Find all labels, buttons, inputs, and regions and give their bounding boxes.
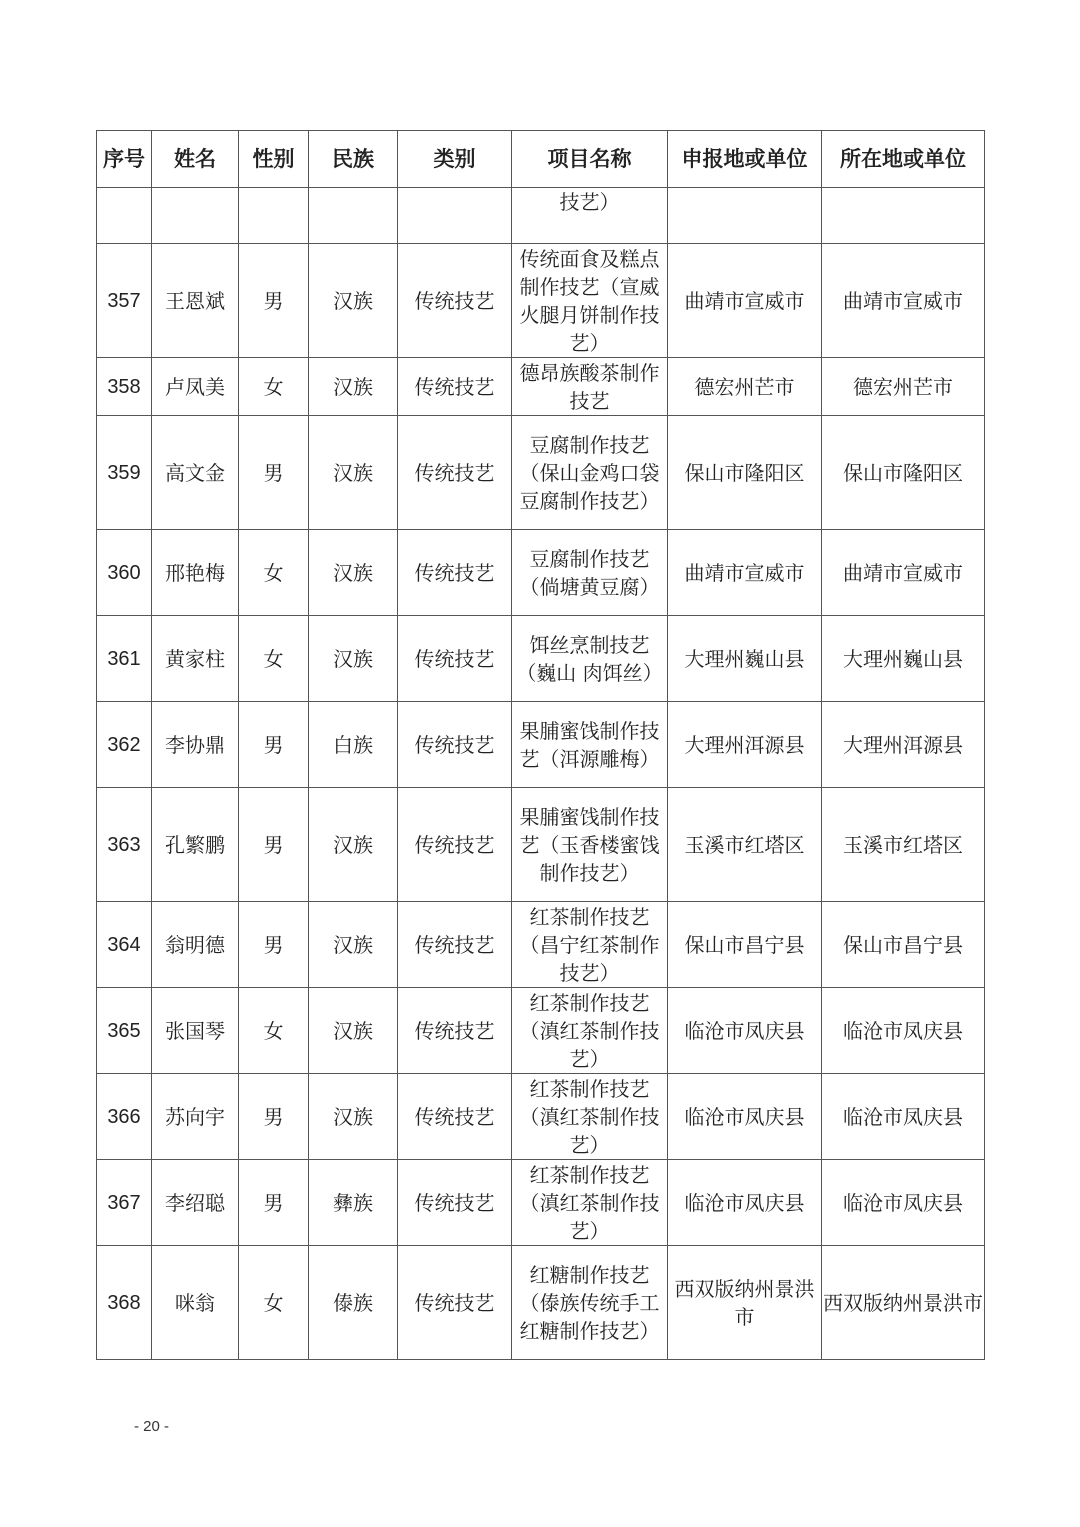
cell-seq: 364: [97, 902, 152, 988]
cell-seq: 357: [97, 244, 152, 358]
cell-category: 传统技艺: [398, 1160, 512, 1246]
cell-gender: 女: [239, 358, 309, 416]
cell-gender: 女: [239, 988, 309, 1074]
continued-category: [398, 188, 512, 244]
cell-category: 传统技艺: [398, 788, 512, 902]
cell-seq: 363: [97, 788, 152, 902]
cell-project: 红糖制作技艺（傣族传统手工红糖制作技艺）: [512, 1246, 668, 1360]
cell-name: 孔繁鹏: [152, 788, 239, 902]
table-row: [97, 530, 985, 616]
cell-location: 临沧市凤庆县: [822, 988, 985, 1074]
cell-applicant: 德宏州芒市: [668, 358, 822, 416]
cell-category: 传统技艺: [398, 530, 512, 616]
cell-category: 传统技艺: [398, 702, 512, 788]
cell-gender: 男: [239, 788, 309, 902]
table-row: [97, 1074, 985, 1160]
cell-ethnicity: 汉族: [309, 788, 398, 902]
cell-applicant: 临沧市凤庆县: [668, 988, 822, 1074]
cell-ethnicity: 汉族: [309, 902, 398, 988]
cell-seq: 360: [97, 530, 152, 616]
cell-seq: 362: [97, 702, 152, 788]
cell-category: 传统技艺: [398, 358, 512, 416]
cell-location: 临沧市凤庆县: [822, 1074, 985, 1160]
table-row: [97, 702, 985, 788]
cell-project: 德昂族酸茶制作技艺: [512, 358, 668, 416]
cell-ethnicity: 白族: [309, 702, 398, 788]
table-row: [97, 788, 985, 902]
cell-category: 传统技艺: [398, 1074, 512, 1160]
cell-ethnicity: 汉族: [309, 1074, 398, 1160]
cell-applicant: 保山市昌宁县: [668, 902, 822, 988]
cell-category: 传统技艺: [398, 988, 512, 1074]
cell-seq: 361: [97, 616, 152, 702]
cell-ethnicity: 傣族: [309, 1246, 398, 1360]
cell-name: 高文金: [152, 416, 239, 530]
cell-category: 传统技艺: [398, 616, 512, 702]
cell-seq: 359: [97, 416, 152, 530]
cell-gender: 男: [239, 1160, 309, 1246]
cell-project: 红茶制作技艺（滇红茶制作技艺）: [512, 1074, 668, 1160]
cell-applicant: 曲靖市宣威市: [668, 530, 822, 616]
cell-applicant: 玉溪市红塔区: [668, 788, 822, 902]
continued-location: [822, 188, 985, 244]
cell-seq: 365: [97, 988, 152, 1074]
table-row: [97, 988, 985, 1074]
cell-seq: 367: [97, 1160, 152, 1246]
cell-location: 曲靖市宣威市: [822, 530, 985, 616]
continued-ethnicity: [309, 188, 398, 244]
cell-name: 王恩斌: [152, 244, 239, 358]
cell-name: 邢艳梅: [152, 530, 239, 616]
cell-applicant: 保山市隆阳区: [668, 416, 822, 530]
cell-name: 李绍聪: [152, 1160, 239, 1246]
cell-ethnicity: 汉族: [309, 988, 398, 1074]
continued-project: 技艺）: [512, 188, 668, 244]
cell-gender: 男: [239, 1074, 309, 1160]
page-number: - 20 -: [134, 1418, 170, 1435]
table-row: [97, 416, 985, 530]
header-gender: 性别: [239, 131, 309, 188]
table-row: [97, 1246, 985, 1360]
table-row: [97, 1160, 985, 1246]
cell-applicant: 西双版纳州景洪市: [668, 1246, 822, 1360]
cell-name: 卢凤美: [152, 358, 239, 416]
cell-applicant: 曲靖市宣威市: [668, 244, 822, 358]
cell-project: 豆腐制作技艺（倘塘黄豆腐）: [512, 530, 668, 616]
cell-name: 黄家柱: [152, 616, 239, 702]
cell-location: 曲靖市宣威市: [822, 244, 985, 358]
inheritor-table: [96, 130, 985, 1360]
header-project: 项目名称: [512, 131, 668, 188]
continued-gender: [239, 188, 309, 244]
table-row: [97, 616, 985, 702]
cell-gender: 男: [239, 416, 309, 530]
cell-gender: 女: [239, 616, 309, 702]
cell-name: 苏向宇: [152, 1074, 239, 1160]
cell-gender: 女: [239, 530, 309, 616]
cell-name: 李协鼎: [152, 702, 239, 788]
cell-location: 玉溪市红塔区: [822, 788, 985, 902]
cell-applicant: 临沧市凤庆县: [668, 1160, 822, 1246]
cell-project: 果脯蜜饯制作技艺（洱源雕梅）: [512, 702, 668, 788]
cell-location: 临沧市凤庆县: [822, 1160, 985, 1246]
cell-project: 豆腐制作技艺（保山金鸡口袋豆腐制作技艺）: [512, 416, 668, 530]
cell-seq: 358: [97, 358, 152, 416]
cell-applicant: 大理州巍山县: [668, 616, 822, 702]
cell-seq: 368: [97, 1246, 152, 1360]
cell-ethnicity: 彝族: [309, 1160, 398, 1246]
continued-name: [152, 188, 239, 244]
cell-seq: 366: [97, 1074, 152, 1160]
header-category: 类别: [398, 131, 512, 188]
cell-project: 传统面食及糕点制作技艺（宣威火腿月饼制作技艺）: [512, 244, 668, 358]
cell-category: 传统技艺: [398, 902, 512, 988]
cell-location: 西双版纳州景洪市: [822, 1246, 985, 1360]
header-applicant: 申报地或单位: [668, 131, 822, 188]
cell-gender: 女: [239, 1246, 309, 1360]
cell-project: 红茶制作技艺（滇红茶制作技艺）: [512, 1160, 668, 1246]
cell-applicant: 临沧市凤庆县: [668, 1074, 822, 1160]
continued-seq: [97, 188, 152, 244]
cell-location: 大理州巍山县: [822, 616, 985, 702]
cell-ethnicity: 汉族: [309, 416, 398, 530]
cell-ethnicity: 汉族: [309, 530, 398, 616]
cell-location: 德宏州芒市: [822, 358, 985, 416]
cell-name: 张国琴: [152, 988, 239, 1074]
cell-project: 红茶制作技艺（昌宁红茶制作技艺）: [512, 902, 668, 988]
cell-project: 果脯蜜饯制作技艺（玉香楼蜜饯制作技艺）: [512, 788, 668, 902]
header-seq: 序号: [97, 131, 152, 188]
cell-gender: 男: [239, 244, 309, 358]
cell-gender: 男: [239, 702, 309, 788]
cell-location: 保山市昌宁县: [822, 902, 985, 988]
cell-category: 传统技艺: [398, 244, 512, 358]
header-location: 所在地或单位: [822, 131, 985, 188]
table-row: [97, 902, 985, 988]
cell-location: 保山市隆阳区: [822, 416, 985, 530]
table-row: [97, 244, 985, 358]
cell-project: 红茶制作技艺（滇红茶制作技艺）: [512, 988, 668, 1074]
continued-row: [97, 188, 985, 244]
cell-name: 翁明德: [152, 902, 239, 988]
header-row: [97, 131, 985, 188]
cell-ethnicity: 汉族: [309, 244, 398, 358]
header-name: 姓名: [152, 131, 239, 188]
cell-name: 咪翁: [152, 1246, 239, 1360]
cell-category: 传统技艺: [398, 1246, 512, 1360]
cell-applicant: 大理州洱源县: [668, 702, 822, 788]
cell-ethnicity: 汉族: [309, 616, 398, 702]
header-ethnicity: 民族: [309, 131, 398, 188]
cell-project: 饵丝烹制技艺（巍山 肉饵丝）: [512, 616, 668, 702]
cell-gender: 男: [239, 902, 309, 988]
table-row: [97, 358, 985, 416]
cell-location: 大理州洱源县: [822, 702, 985, 788]
continued-applicant: [668, 188, 822, 244]
cell-ethnicity: 汉族: [309, 358, 398, 416]
cell-category: 传统技艺: [398, 416, 512, 530]
